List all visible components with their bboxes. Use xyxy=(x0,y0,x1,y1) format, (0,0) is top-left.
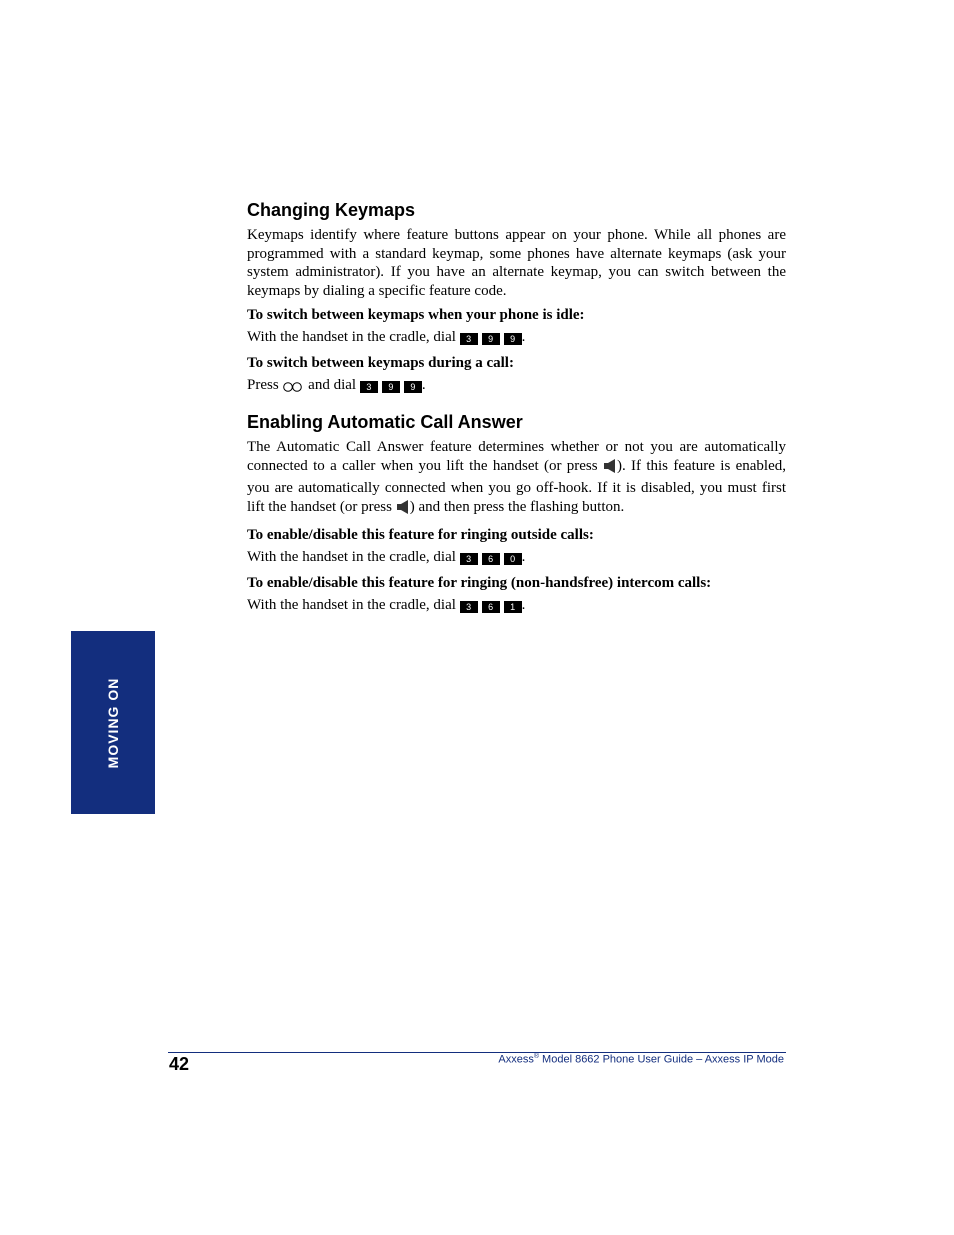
dial-key: 3 xyxy=(460,601,478,613)
page-number: 42 xyxy=(169,1054,190,1074)
outside-calls-heading: To enable/disable this feature for ringing outside calls: xyxy=(247,527,594,543)
speaker-icon xyxy=(396,499,410,521)
dial-key: 1 xyxy=(504,601,522,613)
keymaps-call-step-prefix: Press xyxy=(247,377,279,393)
keymaps-idle-step: With the handset in the cradle, dial 3 9 9 . xyxy=(247,329,526,345)
keymaps-call-step: Press and dial 3 9 9 . xyxy=(247,375,786,400)
keymaps-call-heading: To switch between keymaps during a call: xyxy=(247,355,514,371)
registered-mark: ® xyxy=(533,1053,539,1060)
keymaps-idle-heading: To switch between keymaps when your phone is idle: xyxy=(247,307,585,323)
speaker-icon xyxy=(603,458,617,480)
dial-key: 6 xyxy=(482,601,500,613)
keymaps-intro: Keymaps identify where feature buttons appear on your phone. While all phones are programmed with a standard keymap, some phones have alternate keymaps (ask your system administrator). If you have an alternate keymap, you can switch between the keymaps by dialing a specific feature code. xyxy=(247,227,786,299)
dial-key: 9 xyxy=(404,381,422,393)
section-title-keymaps: Changing Keymaps xyxy=(247,200,416,220)
side-tab-label: MOVING ON xyxy=(105,677,121,768)
dial-key: 9 xyxy=(482,333,500,345)
keymaps-idle-step-text: With the handset in the cradle, dial xyxy=(247,329,456,345)
dial-key: 3 xyxy=(360,381,378,393)
dial-key: 9 xyxy=(504,333,522,345)
footer-title-text: Model 8662 Phone User Guide – Axxess IP Mode xyxy=(539,1053,784,1066)
intercom-calls-step-text: With the handset in the cradle, dial xyxy=(247,597,456,613)
auto-answer-intro-part-2: ). If this feature is enabled, you are automatically connected when you go off-hook. If it is disabled, you must first lift the handset (or press xyxy=(247,457,787,515)
intercom-calls-step: With the handset in the cradle, dial 3 6 1 . xyxy=(247,597,526,613)
dial-key: 6 xyxy=(482,553,500,565)
auto-answer-intro-part-1: The Automatic Call Answer feature determines whether or not you are automatically connected to a caller when you lift the handset (or press xyxy=(247,439,786,474)
dial-key: 3 xyxy=(460,333,478,345)
outside-calls-step-text: With the handset in the cradle, dial xyxy=(247,549,456,565)
auto-answer-intro-part-3: ) and then press the flashing button. xyxy=(409,498,625,515)
side-chapter-tab xyxy=(71,631,155,814)
hold-icon xyxy=(282,379,304,400)
intercom-calls-heading: To enable/disable this feature for ringing (non-handsfree) intercom calls: xyxy=(247,575,712,591)
footer-title xyxy=(498,1053,784,1066)
page-content xyxy=(247,198,786,616)
keymaps-call-step-middle: and dial xyxy=(308,377,357,393)
section-title-auto-answer: Enabling Automatic Call Answer xyxy=(247,412,523,432)
footer-brand: Axxess xyxy=(498,1053,534,1066)
outside-calls-step: With the handset in the cradle, dial 3 6 0 . xyxy=(247,549,526,565)
auto-answer-intro xyxy=(247,438,786,520)
dial-key: 9 xyxy=(382,381,400,393)
dial-key: 3 xyxy=(460,553,478,565)
dial-key: 0 xyxy=(504,553,522,565)
